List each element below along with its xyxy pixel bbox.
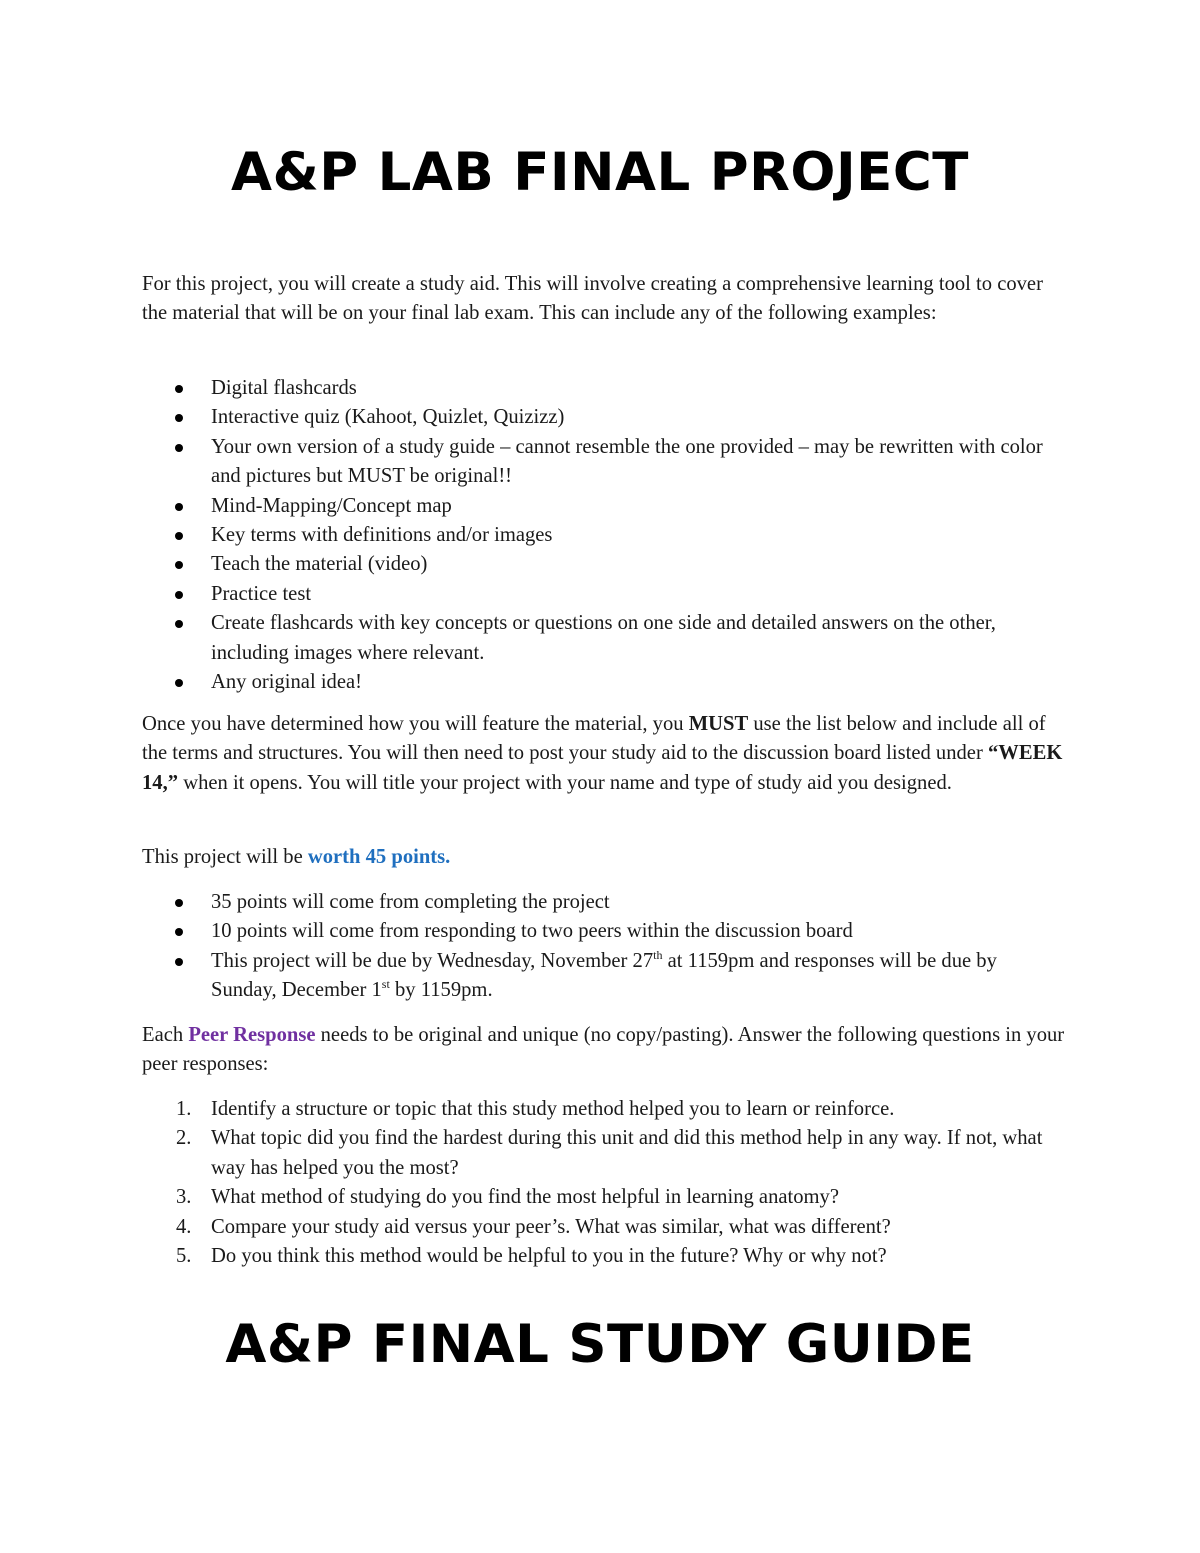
list-item-text: Key terms with definitions and/or images xyxy=(211,524,553,547)
list-item-text: Teach the material (video) xyxy=(211,553,428,576)
week-emphasis: “WEEK 14,” xyxy=(142,742,1063,794)
list-item-text: What topic did you find the hardest during this unit and did this method help in any way. If not, what way has helped you the most? xyxy=(211,1127,1043,1179)
bullet-icon xyxy=(175,899,183,907)
list-item-text: Create flashcards with key concepts or questions on one side and detailed answers on the other, including images where relevant. xyxy=(211,612,996,664)
peer-paragraph xyxy=(142,1021,1067,1080)
list-item xyxy=(142,1124,1067,1183)
list-item xyxy=(142,374,1067,403)
list-item-text: Do you think this method would be helpful to you in the future? Why or why not? xyxy=(211,1245,887,1268)
instructions-text: when it opens. You will title your project with your name and type of study aid you designed. xyxy=(178,771,952,794)
bullet-icon xyxy=(175,679,183,687)
list-item xyxy=(142,433,1067,492)
list-item xyxy=(142,1213,1067,1242)
bullet-icon xyxy=(175,620,183,628)
list-number: 1. xyxy=(176,1098,192,1120)
list-number: 5. xyxy=(176,1245,192,1268)
list-item-text: This project will be due by Wednesday, November 27 xyxy=(211,949,654,972)
bullet-icon xyxy=(175,591,183,599)
bullet-icon xyxy=(175,958,183,966)
list-item xyxy=(142,550,1067,579)
list-item-text: Identify a structure or topic that this study method helped you to learn or reinforce. xyxy=(211,1098,895,1120)
list-item xyxy=(142,403,1067,432)
list-item-text: 10 points will come from responding to two peers within the discussion board xyxy=(211,920,853,943)
points-list xyxy=(142,888,1067,1006)
superscript: th xyxy=(653,947,663,962)
instructions-text: Once you have determined how you will feature the material, you xyxy=(142,713,689,735)
list-item-text: Mind-Mapping/Concept map xyxy=(211,494,452,517)
main-title: A&P LAB FINAL PROJECT xyxy=(231,142,969,203)
examples-list xyxy=(142,374,1067,697)
list-item-text: Any original idea! xyxy=(211,671,362,694)
points-highlight: worth 45 points. xyxy=(307,846,451,868)
points-text: This project will be xyxy=(142,846,308,868)
instructions-paragraph xyxy=(142,710,1067,798)
list-item xyxy=(142,492,1067,521)
list-item-text: Interactive quiz (Kahoot, Quizlet, Quizizz) xyxy=(211,406,565,429)
list-item xyxy=(142,888,1067,917)
list-item-text: Compare your study aid versus your peer’s. What was similar, what was different? xyxy=(211,1215,891,1238)
questions-list xyxy=(142,1095,1067,1271)
intro-paragraph: For this project, you will create a study aid. This will involve creating a comprehensive learning tool to cover the material that will be on your final lab exam. This can include any of the following examples: xyxy=(142,273,1043,325)
instructions-text: use the list below and include all of the terms and structures. You will then need to post your study aid to the discussion board listed under xyxy=(142,713,1046,765)
points-paragraph xyxy=(142,843,1067,872)
peer-highlight: Peer Response xyxy=(188,1024,316,1046)
bullet-icon xyxy=(175,928,183,936)
list-item-text: What method of studying do you find the most helpful in learning anatomy? xyxy=(211,1186,839,1209)
list-item-text: Your own version of a study guide – cannot resemble the one provided – may be rewritten with color and pictures but MUST be original!! xyxy=(211,435,1043,488)
bullet-icon xyxy=(175,385,183,393)
list-number: 4. xyxy=(176,1215,192,1238)
list-item-text: at 1159pm and responses will be due by Sunday, December 1 xyxy=(211,949,997,1002)
list-item xyxy=(142,609,1067,668)
bullet-icon xyxy=(175,414,183,422)
list-item-text: by 1159pm. xyxy=(389,979,493,1002)
bullet-icon xyxy=(175,561,183,569)
superscript: st xyxy=(381,977,390,992)
peer-text: needs to be original and unique (no copy/pasting). Answer the following questions in your peer responses: xyxy=(142,1024,1065,1076)
bullet-icon xyxy=(175,503,183,511)
list-number: 2. xyxy=(176,1127,192,1150)
list-item xyxy=(142,1095,1067,1124)
list-item-text: Practice test xyxy=(211,582,312,605)
list-item xyxy=(142,521,1067,550)
list-item-text: Digital flashcards xyxy=(211,377,357,399)
list-item xyxy=(142,917,1067,946)
list-number: 3. xyxy=(176,1186,192,1209)
list-item xyxy=(142,668,1067,697)
list-item xyxy=(142,580,1067,609)
list-item xyxy=(142,1183,1067,1212)
list-item-text: 35 points will come from completing the project xyxy=(211,891,610,913)
list-item xyxy=(142,1242,1067,1271)
bullet-icon xyxy=(175,444,183,452)
bullet-icon xyxy=(175,532,183,540)
must-emphasis: MUST xyxy=(688,713,749,735)
section-title: A&P FINAL STUDY GUIDE xyxy=(225,1314,975,1375)
peer-text: Each xyxy=(142,1024,189,1046)
list-item xyxy=(142,947,1067,1006)
